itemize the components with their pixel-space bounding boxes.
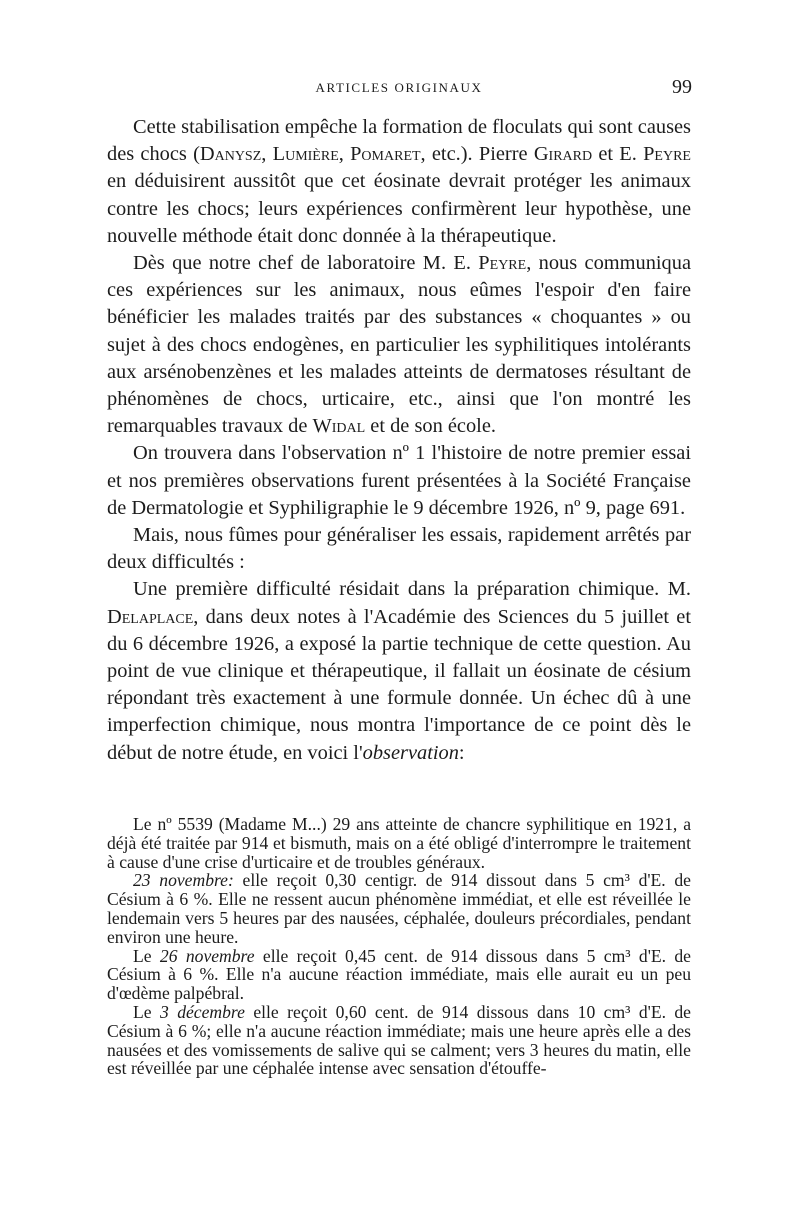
page-header	[106, 76, 692, 100]
author-name: Lumière	[272, 143, 339, 166]
author-name: Delaplace	[107, 605, 194, 628]
observation-entry: Le 26 novembre elle reçoit 0,45 cent. de 914 dissous dans 5 cm³ d'E. de Césium à 6 %. Elle n'a aucune réaction immédiate, mais elle aurait eu un peu d'œdème palpébral.	[107, 945, 691, 1004]
paragraph-3: On trouvera dans l'observation nº 1 l'histoire de notre premier essai et nos premières observations furent présentées à la Société Française de Dermatologie et Syphiligraphie le 9 décembre 1926, nº 9, page 691.	[107, 442, 691, 519]
article-body	[107, 114, 691, 767]
observation-intro: Le nº 5539 (Madame M...) 29 ans atteinte de chancre syphilitique en 1921, a déjà été traitée par 914 et bismuth, mais on a été obligé d'interrompre le traitement à cause d'une crise d'urticaire et de troubles généraux.	[107, 814, 691, 872]
author-name: Girard	[533, 143, 593, 166]
observation-block	[107, 815, 691, 1078]
author-name: Peyre	[643, 143, 691, 166]
author-name: Peyre	[478, 252, 527, 275]
running-title: ARTICLES ORIGINAUX	[315, 80, 483, 95]
entry-date: 23 novembre:	[133, 870, 234, 891]
observation-entry: 23 novembre: elle reçoit 0,30 centigr. de 914 dissout dans 5 cm³ d'E. de Césium à 6 %. Elle ne ressent aucun phénomène immédiat, et elle est réveillée le lendemain vers 5 heures par des nausées, céphalée, douleurs précordiales, pendant environ une heure.	[107, 870, 691, 947]
italic-term: observation	[362, 741, 459, 764]
author-name: Widal	[312, 415, 366, 438]
page-number: 99	[672, 76, 692, 98]
entry-date: 26 novembre	[159, 945, 255, 966]
author-name: Pomaret	[350, 143, 421, 166]
paragraph-2: Dès que notre chef de laboratoire M. E. Peyre, nous communiqua ces expériences sur les animaux, nous eûmes l'espoir d'en faire bénéficier les malades traités par des substances « choquantes » ou sujet à des chocs endogènes, en particulier les syphilitiques intolérants aux arsénobenzènes et les malades atteints de dermatoses résultant de phénomènes de chocs, urticaire, etc., ainsi que l'on montré les remarquables travaux de Widal et de son école.	[107, 252, 691, 438]
entry-date: 3 décembre	[159, 1001, 245, 1022]
paragraph-4: Mais, nous fûmes pour généraliser les essais, rapidement arrêtés par deux difficultés :	[107, 524, 691, 574]
paragraph-1: Cette stabilisation empêche la formation de floculats qui sont causes des chocs (Danysz, Lumière, Pomaret, etc.). Pierre Girard et E. Peyre en déduisirent aussitôt que cet éosinate devrait protéger les animaux contre les chocs; leurs expériences confirmèrent leur hypothèse, une nouvelle méthode était donc donnée à la thérapeutique.	[107, 116, 691, 247]
paragraph-5: Une première difficulté résidait dans la préparation chimique. M. Delaplace, dans deux notes à l'Académie des Sciences du 5 juillet et du 6 décembre 1926, a exposé la partie technique de cette question. Au point de vue clinique et thérapeutique, il fallait un éosinate de césium répondant très exactement à une formule donnée. Un échec dû à une imperfection chimique, nous montra l'importance de ce point dès le début de notre étude, en voici l'observation:	[107, 578, 691, 764]
author-name: Danysz	[199, 143, 262, 166]
observation-entry: Le 3 décembre elle reçoit 0,60 cent. de 914 dissous dans 10 cm³ d'E. de Césium à 6 %; elle n'a aucune réaction immédiate; mais une heure après elle a des nausées et des vomissements de salive qui se calment; vers 3 heures du matin, elle est réveillée par une céphalée intense avec sensation d'étouffe-	[107, 1001, 691, 1079]
